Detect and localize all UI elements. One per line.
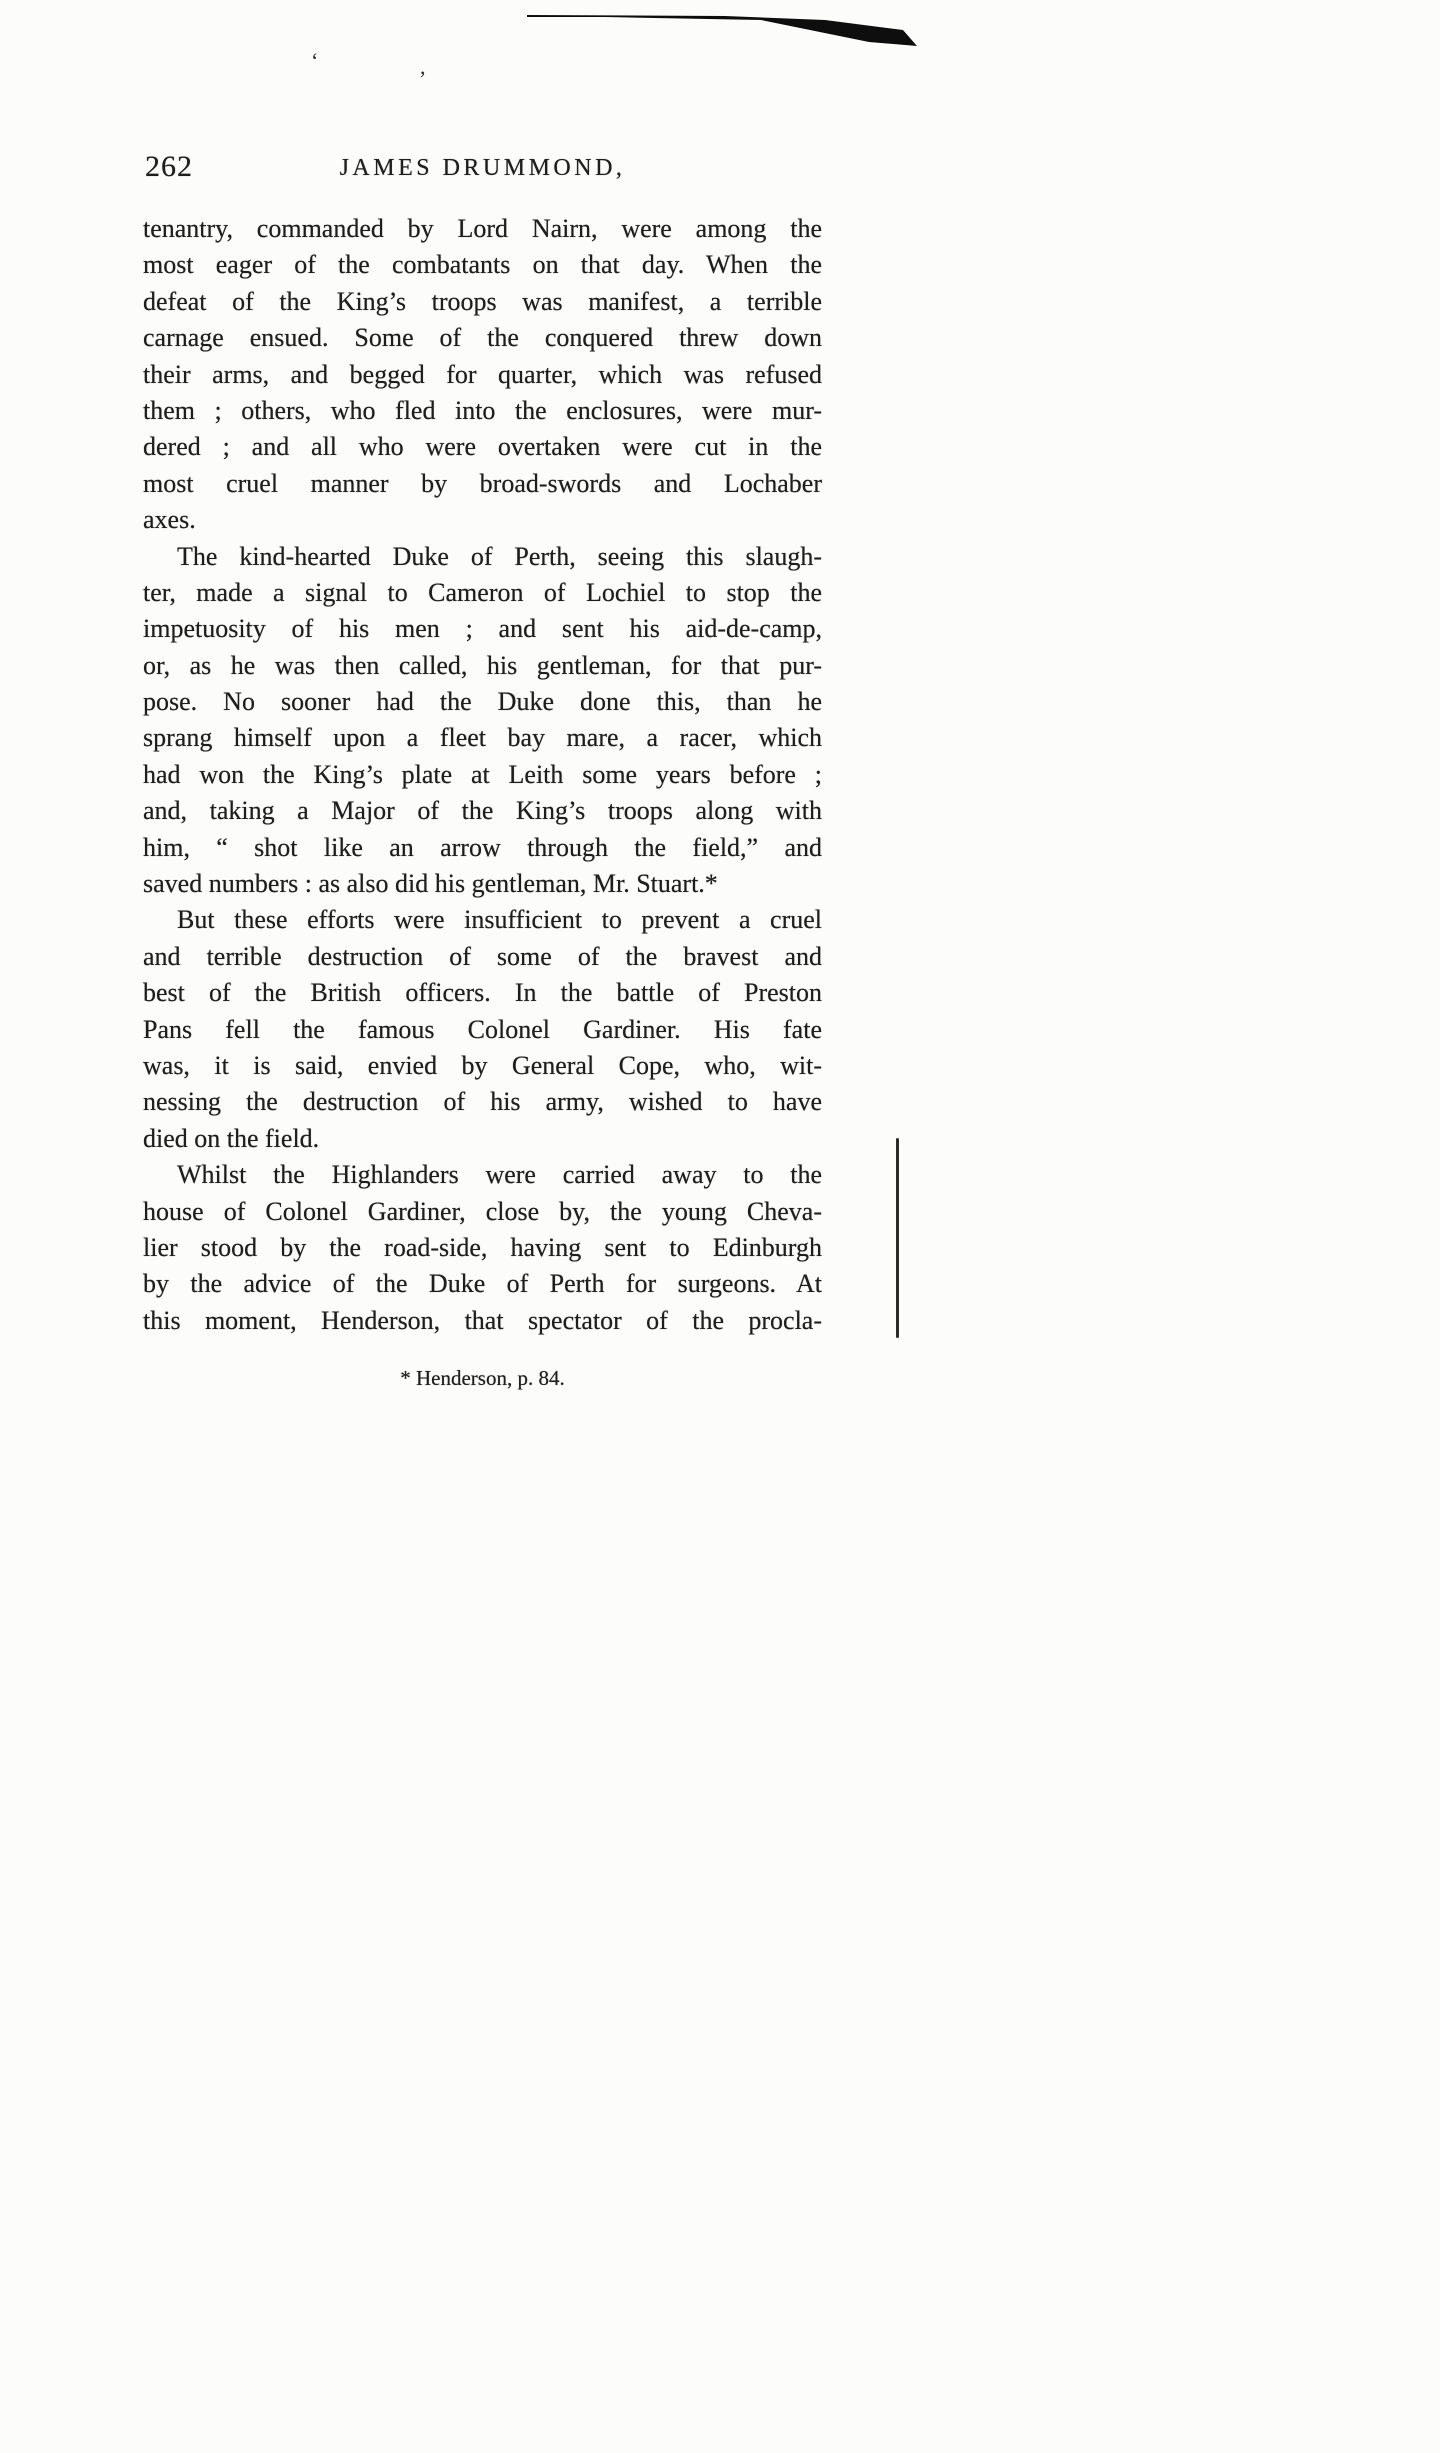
text-line: house of Colonel Gardiner, close by, the young Cheva-	[143, 1196, 822, 1226]
text-line: lier stood by the road-side, having sent to Edinburgh	[143, 1232, 822, 1262]
page-header	[143, 150, 822, 192]
text-line: most eager of the combatants on that day. When the	[143, 250, 822, 280]
ink-speck: ‘	[311, 48, 319, 73]
text-line: most cruel manner by broad-swords and Lochaber	[143, 468, 822, 498]
text-line: Pans fell the famous Colonel Gardiner. His fate	[143, 1014, 822, 1044]
text-line: Whilst the Highlanders were carried away to the	[177, 1160, 822, 1190]
paragraph	[143, 211, 822, 539]
paragraph	[143, 902, 822, 1157]
text-line: axes.	[143, 505, 196, 535]
text-line: ter, made a signal to Cameron of Lochiel to stop the	[143, 577, 822, 607]
text-line: and, taking a Major of the King’s troops along with	[143, 796, 822, 826]
paragraph	[143, 539, 822, 903]
text-line: tenantry, commanded by Lord Nairn, were among the	[143, 214, 822, 243]
page-number: 262	[145, 150, 193, 183]
text-line: defeat of the King’s troops was manifest, a terrible	[143, 286, 822, 316]
text-line: saved numbers : as also did his gentleman, Mr. Stuart.*	[143, 869, 718, 899]
text-line: But these efforts were insufficient to prevent a cruel	[177, 905, 822, 935]
text-line: this moment, Henderson, that spectator of the procla-	[143, 1305, 822, 1335]
text-line: best of the British officers. In the battle of Preston	[143, 978, 822, 1008]
text-line: their arms, and begged for quarter, which was refused	[143, 359, 822, 389]
text-line: them ; others, who fled into the enclosures, were mur-	[143, 395, 822, 425]
text-line: pose. No sooner had the Duke done this, than he	[143, 687, 822, 717]
text-line: The kind-hearted Duke of Perth, seeing this slaugh-	[177, 541, 822, 571]
ink-speck: ,	[420, 54, 426, 79]
scan-artifact-line	[896, 1138, 899, 1338]
text-line: impetuosity of his men ; and sent his aid-de-camp,	[143, 614, 822, 644]
text-line: carnage ensued. Some of the conquered threw down	[143, 323, 822, 353]
page-fold-artifact	[525, 6, 925, 54]
text-line: or, as he was then called, his gentleman, for that pur-	[143, 650, 822, 680]
running-title: JAMES DRUMMOND,	[339, 155, 626, 181]
text-line: died on the field.	[143, 1123, 320, 1153]
text-line: sprang himself upon a fleet bay mare, a racer, which	[143, 723, 822, 753]
text-line: him, “ shot like an arrow through the field,” and	[143, 832, 822, 862]
footnote: * Henderson, p. 84.	[400, 1366, 565, 1390]
text-line: nessing the destruction of his army, wished to have	[143, 1087, 822, 1117]
text-line: by the advice of the Duke of Perth for surgeons. At	[143, 1269, 822, 1299]
text-line: dered ; and all who were overtaken were cut in the	[143, 432, 822, 462]
text-line: was, it is said, envied by General Cope, who, wit-	[143, 1050, 822, 1080]
body-text	[143, 211, 822, 1339]
text-line: had won the King’s plate at Leith some years before ;	[143, 759, 822, 789]
paragraph	[143, 1157, 822, 1339]
text-line: and terrible destruction of some of the bravest and	[143, 941, 822, 971]
